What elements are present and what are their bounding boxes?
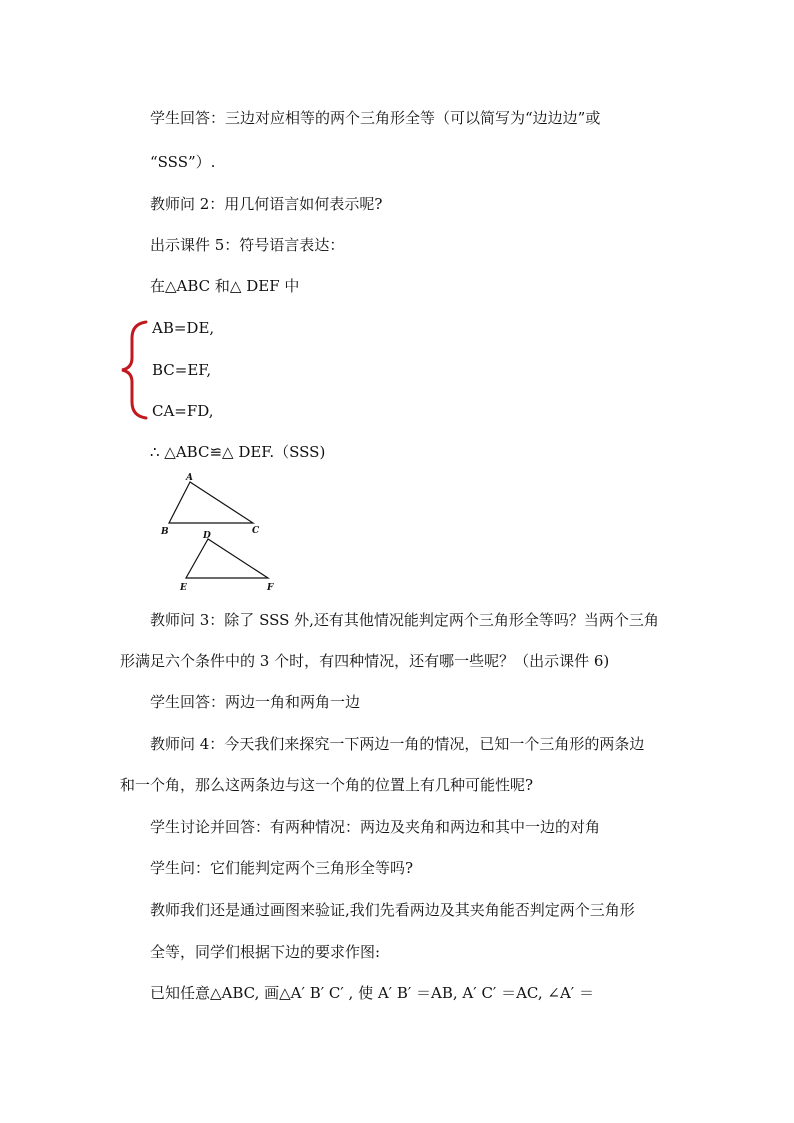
condition-bc: BC=EF, [152,361,212,379]
triangle-def [186,539,268,578]
line-2: “SSS”）. [150,153,216,171]
line-teacher-q3-b: 形满足六个条件中的 3 个时，有四种情况，还有哪一些呢？（出示课件 6) [120,652,610,670]
line-construction: 已知任意△ABC, 画△A′ B′ C′ , 使 A′ B′ ＝AB, A′ C′ ＝AC, ∠A′ ＝ [150,984,594,1002]
triangle-figure [155,470,285,596]
left-brace [118,320,150,420]
line-1: 学生回答：三边对应相等的两个三角形全等（可以简写为“边边边”或 [150,109,601,127]
line-5: 在△ABC 和△ DEF 中 [150,277,300,295]
line-teacher-verify-b: 全等，同学们根据下边的要求作图: [150,943,381,961]
label-e: E [180,583,187,593]
conclusion: ∴ △ABC≌△ DEF.（SSS) [150,443,326,461]
label-c: C [252,526,260,536]
line-teacher-q4-b: 和一个角，那么这两条边与这一个角的位置上有几种可能性呢? [120,776,534,794]
label-b: B [161,527,169,537]
line-student-answer: 学生回答：两边一角和两角一边 [150,693,361,711]
triangle-abc [169,482,253,523]
label-d: D [203,531,211,541]
line-3: 教师问 2：用几何语言如何表示呢? [150,195,383,213]
line-teacher-verify-a: 教师我们还是通过画图来验证,我们先看两边及其夹角能否判定两个三角形 [150,901,635,919]
label-a: A [186,473,193,483]
condition-ca: CA=FD, [152,402,214,420]
label-f: F [267,583,274,593]
line-student-q: 学生问：它们能判定两个三角形全等吗? [150,859,414,877]
line-teacher-q3-a: 教师问 3：除了 SSS 外,还有其他情况能判定两个三角形全等吗？当两个三角 [150,611,659,629]
condition-ab: AB=DE, [152,319,215,337]
line-teacher-q4-a: 教师问 4：今天我们来探究一下两边一角的情况，已知一个三角形的两条边 [150,735,645,753]
line-discussion: 学生讨论并回答：有两种情况：两边及夹角和两边和其中一边的对角 [150,818,601,836]
line-4: 出示课件 5：符号语言表达： [150,236,345,254]
